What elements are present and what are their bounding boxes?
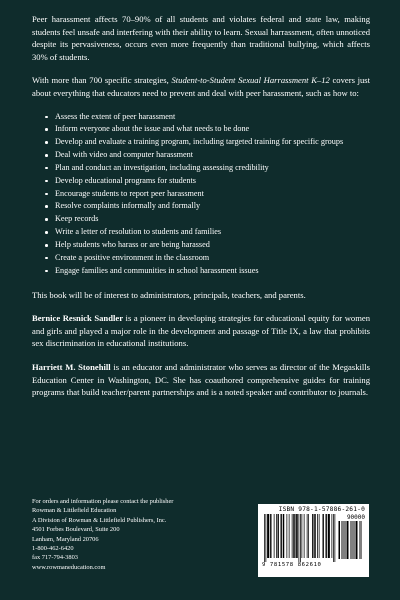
barcode-bar: [347, 521, 348, 559]
barcode-bar: [356, 521, 357, 559]
list-item: Assess the extent of peer harassment: [44, 111, 370, 124]
barcode-bar: [293, 514, 294, 558]
barcode-bar: [297, 514, 298, 558]
list-item: Deal with video and computer harassment: [44, 149, 370, 162]
barcode-bar: [361, 521, 362, 559]
barcode-bar: [274, 514, 275, 558]
barcode-bar: [357, 521, 358, 559]
publisher-line: Rowman & Littlefield Education: [32, 507, 117, 515]
list-item: Develop and evaluate a training program, including targeted training for specific groups: [44, 136, 370, 149]
strategies-paragraph: [32, 74, 370, 99]
list-item: Help students who harass or are being harassed: [44, 239, 370, 252]
publisher-line: A Division of Rowman & Littlefield Publishers, Inc.: [32, 516, 167, 524]
barcode-bar: [267, 514, 268, 558]
list-item: Create a positive environment in the classroom: [44, 252, 370, 265]
barcode-bar: [269, 514, 270, 558]
barcode-bar: [296, 514, 297, 558]
barcode-bar: [284, 514, 285, 558]
barcode-bar: [323, 514, 324, 558]
barcode-bar: [292, 514, 293, 558]
strategies-text-before: With more than 700 specific strategies,: [32, 75, 172, 86]
interest-paragraph: This book will be of interest to administrators, principals, teachers, and parents.: [32, 289, 306, 300]
barcode-bar: [339, 521, 340, 559]
barcode-bar: [294, 514, 295, 558]
barcode-bar: [343, 521, 344, 559]
publisher-line: 4501 Forbes Boulevard, Suite 200: [32, 526, 120, 534]
list-item: Keep records: [44, 213, 370, 226]
list-item: Resolve complaints informally and formally: [44, 200, 370, 213]
barcode-bar: [351, 521, 352, 559]
barcode-bar: [347, 521, 348, 559]
barcode-bar: [315, 514, 316, 558]
cover-text: [32, 13, 370, 410]
barcode-bar: [323, 514, 324, 558]
price-code-text: 90000: [346, 514, 365, 521]
barcode-bar: [345, 521, 346, 559]
barcode-bar: [348, 521, 349, 559]
barcode-bar: [326, 514, 327, 558]
barcode-bar: [342, 521, 343, 559]
list-item: Encourage students to report peer harassment: [44, 188, 370, 201]
publisher-line: Lanham, Maryland 20706: [32, 535, 99, 543]
strategies-text-after: covers just about everything that educators need to prevent and deal with peer harassment, such as how to:: [32, 75, 370, 98]
isbn-barcode: [258, 504, 369, 577]
barcode-bar: [302, 514, 303, 558]
list-item: Inform everyone about the issue and what needs to be done: [44, 123, 370, 136]
author-bio-sandler: [32, 312, 370, 350]
barcode-bar: [332, 514, 333, 558]
barcode-bar: [329, 514, 330, 558]
barcode-bar: [326, 514, 327, 558]
barcode-bar: [276, 514, 277, 558]
barcode-bar: [354, 521, 355, 559]
intro-paragraph: Peer harassment affects 70–90% of all students and violates federal and state law, making students feel unsafe and interfering with their ability to learn. Sexual harrassment, often unnoticed despite its pervasiveness, occurs even more frequently than traditional bullying, which affects 30% of students.: [32, 14, 370, 62]
strategy-list: [32, 111, 370, 278]
barcode-bar: [360, 521, 361, 559]
barcode-bar: [360, 521, 361, 559]
barcode-bar: [271, 514, 272, 558]
barcode-bar: [266, 514, 267, 562]
barcode-bar: [353, 521, 354, 559]
barcode-bar: [356, 521, 357, 559]
barcode-bar: [344, 521, 345, 559]
barcode-bar: [299, 514, 300, 562]
barcode-bar: [281, 514, 282, 558]
barcode-bar: [319, 514, 320, 558]
author-bio-text: is a pioneer in developing strategies for educational equity for women and girls and played a major role in the development and passage of Title IX, a law that prohibits sex discrimination in educational institutions.: [32, 313, 370, 349]
barcode-bar: [329, 514, 330, 558]
barcode-bar: [278, 514, 279, 558]
barcode-bar: [340, 521, 341, 559]
barcode-bar: [349, 521, 350, 559]
list-item: Plan and conduct an investigation, including assessing credibility: [44, 162, 370, 175]
list-item: Develop educational programs for students: [44, 175, 370, 188]
book-title: Student-to-Student Sexual Harrassment K–12: [171, 75, 330, 86]
barcode-bar: [281, 514, 282, 558]
barcode-bar: [270, 514, 271, 558]
publisher-fax: fax 717-794-3803: [32, 554, 78, 562]
publisher-website: www.rowmaneducation.com: [32, 563, 106, 571]
list-item: Engage families and communities in school harassment issues: [44, 265, 370, 278]
barcode-digits: 9 781578 862610: [262, 562, 322, 568]
barcode-bar: [278, 514, 279, 558]
barcode-bar: [335, 514, 336, 562]
price-barcode-icon: [338, 521, 365, 559]
barcode-bar: [296, 514, 297, 558]
barcode-bar: [300, 514, 301, 562]
barcode-bar: [304, 514, 305, 558]
author-bio-stonehill: [32, 361, 370, 399]
list-item: Write a letter of resolution to students and families: [44, 226, 370, 239]
barcode-bar: [268, 514, 269, 558]
barcode-bar: [312, 514, 313, 558]
barcode-icon: [262, 514, 336, 562]
barcode-bar: [338, 521, 339, 559]
barcode-bar: [289, 514, 290, 558]
barcode-bar: [317, 514, 318, 558]
author-name: Harriett M. Stonehill: [32, 361, 111, 372]
barcode-bar: [283, 514, 284, 558]
barcode-bar: [343, 521, 344, 559]
isbn-text: ISBN 978-1-57886-261-0: [278, 506, 365, 513]
publisher-line: For orders and information please contact the publisher: [32, 498, 174, 505]
barcode-bar: [313, 514, 314, 558]
barcode-bar: [307, 514, 308, 558]
barcode-bar: [358, 521, 359, 559]
barcode-bar: [287, 514, 288, 558]
barcode-bar: [352, 521, 353, 559]
publisher-phone: 1-800-462-6420: [32, 545, 74, 553]
publisher-info: [32, 497, 252, 572]
barcode-bar: [328, 514, 329, 558]
barcode-bar: [264, 514, 265, 562]
barcode-bar: [333, 514, 334, 562]
barcode-bar: [351, 521, 352, 559]
author-bio-text: is an educator and administrator who serves as director of the Megaskills Education Center in Washington, DC. She has coauthored comprehensive guides for training programs that build teacher/parent partnerships and is a noted speaker and contributor to journals.: [32, 361, 370, 398]
author-name: Bernice Resnick Sandler: [32, 313, 124, 324]
barcode-bar: [308, 514, 309, 558]
barcode-bar: [314, 514, 315, 558]
